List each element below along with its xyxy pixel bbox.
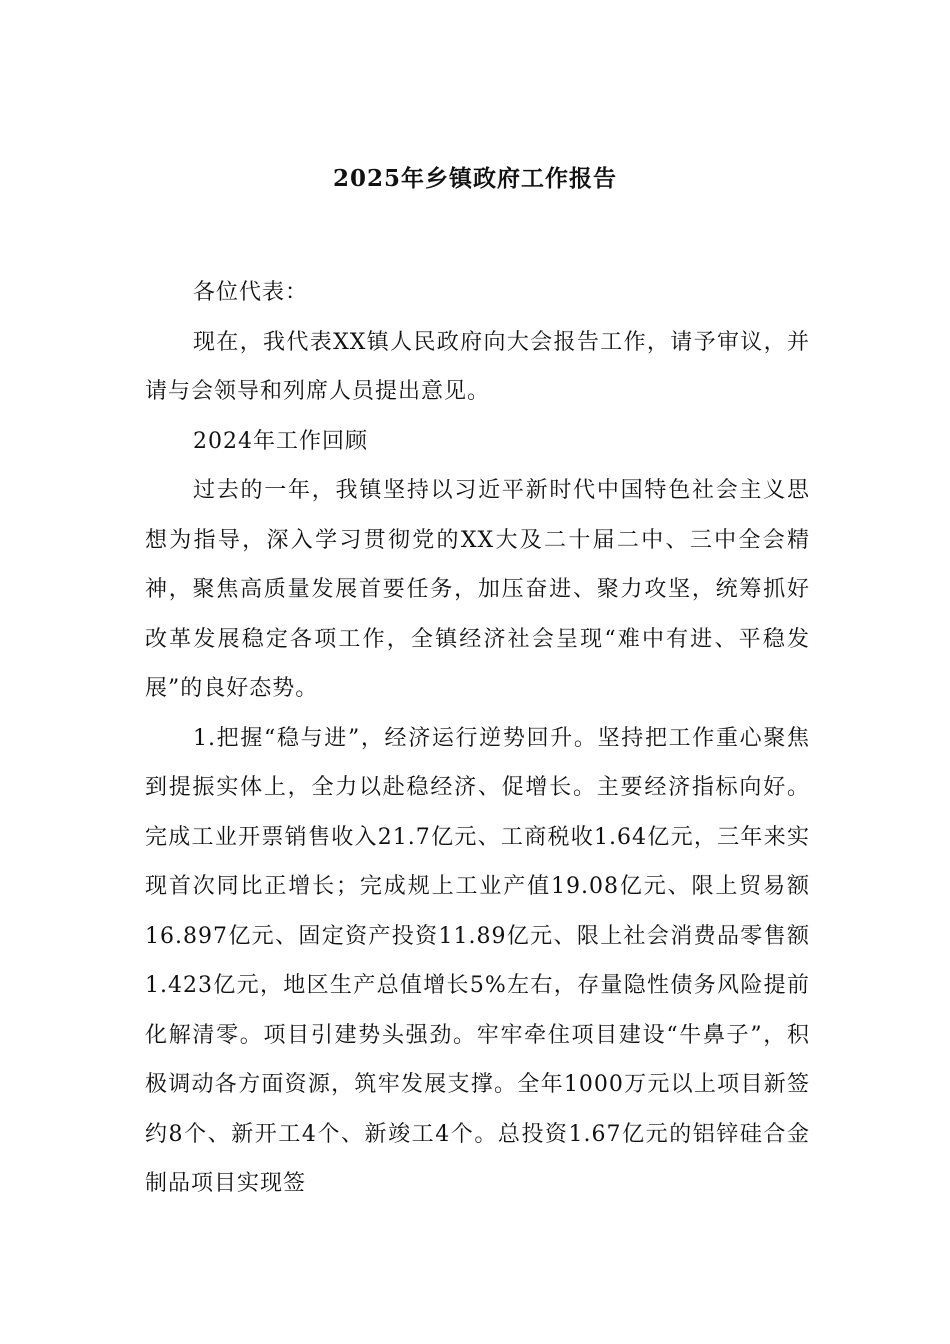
document-body bbox=[145, 268, 810, 1209]
opening-paragraph: 现在，我代表XX镇人民政府向大会报告工作，请予审议，并请与会领导和列席人员提出意见。 bbox=[145, 329, 810, 404]
section-heading-review: 2024年工作回顾 bbox=[193, 428, 368, 454]
document-title: 2025年乡镇政府工作报告 bbox=[332, 165, 617, 192]
economy-paragraph: 1.把握“稳与进”，经济运行逆势回升。坚持把工作重心聚焦到提振实体上，全力以赴稳经济、促增长。主要经济指标向好。完成工业开票销售收入21.7亿元、工商税收1.64亿元，三年来实现首次同比正增长；完成规上工业产值19.08亿元、限上贸易额16.897亿元、固定资产投资11.89亿元、限上社会消费品零售额1.423亿元，地区生产总值增长5%左右，存量隐性债务风险提前化解清零。项目引建势头强劲。牢牢牵住项目建设“牛鼻子”，积极调动各方面资源，筑牢发展支撑。全年1000万元以上项目新签约8个、新开工4个、新竣工4个。总投资1.67亿元的铝锌硅合金制品项目实现签 bbox=[145, 725, 810, 1196]
summary-paragraph: 过去的一年，我镇坚持以习近平新时代中国特色社会主义思想为指导，深入学习贯彻党的XX大及二十届二中、三中全会精神，聚焦高质量发展首要任务，加压奋进、聚力攻坚，统筹抓好改革发展稳定各项工作，全镇经济社会呈现“难中有进、平稳发展”的良好态势。 bbox=[145, 478, 810, 701]
salutation-paragraph: 各位代表： bbox=[193, 280, 309, 305]
